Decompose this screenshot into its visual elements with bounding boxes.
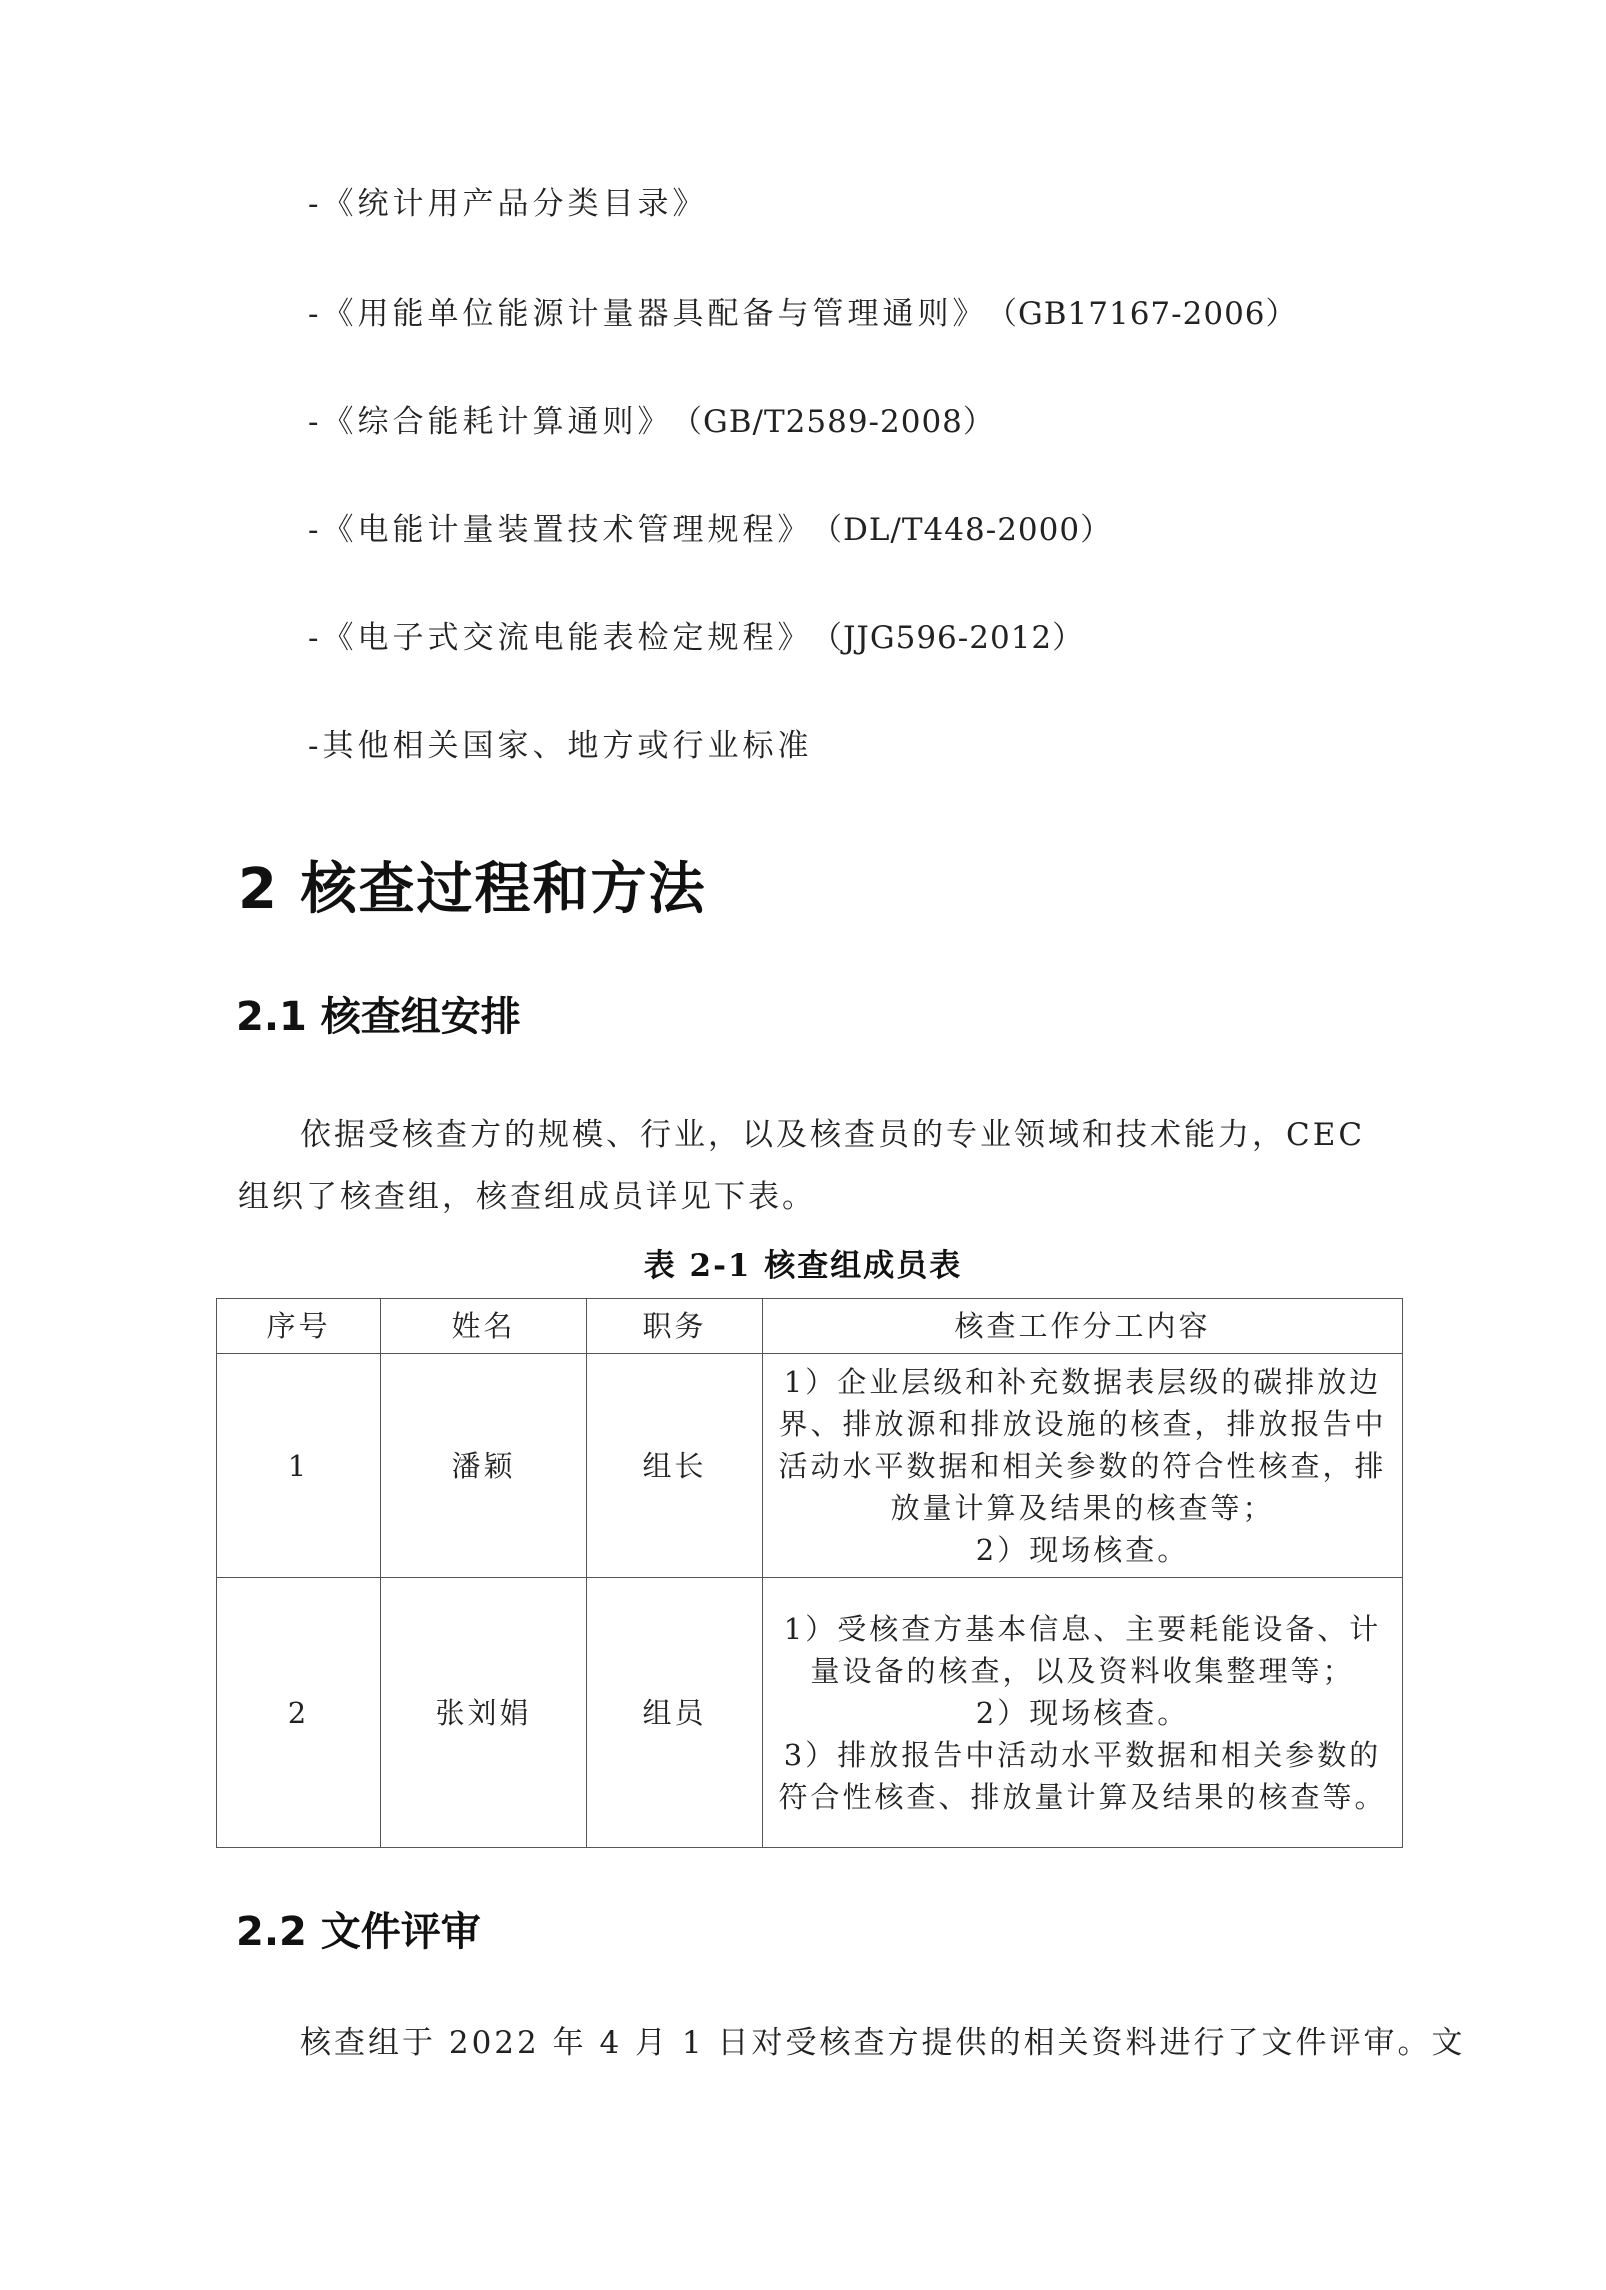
header-cell: 职务 <box>587 1299 763 1354</box>
reference-item <box>308 720 812 765</box>
reference-item <box>308 504 1112 549</box>
row-number: 1 <box>217 1354 381 1578</box>
duty-line: 2）现场核查。 <box>975 1695 1190 1730</box>
reference-title: -其他相关国家、地方或行业标准 <box>308 728 813 764</box>
table-caption: 表 2-1 核查组成员表 <box>643 1248 963 1284</box>
subsection-heading: 2.2 文件评审 <box>236 1909 481 1955</box>
reference-item <box>308 396 995 441</box>
table-header-row <box>217 1299 1403 1354</box>
reference-title: -《统计用产品分类目录》 <box>308 186 708 222</box>
body-paragraph: 依据受核查方的规模、行业，以及核查员的专业领域和技术能力，CEC 组织了核查组，核查组成员详见下表。 <box>238 1117 1366 1215</box>
reference-code: （GB17167-2006） <box>1001 296 1298 332</box>
reference-title: -《用能单位能源计量器具配备与管理通则》 <box>308 296 988 332</box>
body-paragraph: 核查组于 2022 年 4 月 1 日对受核查方提供的相关资料进行了文件评审。文 <box>300 2025 1466 2061</box>
reference-code: （GB/T2589-2008） <box>686 404 995 440</box>
reference-code: （JJG596-2012） <box>826 620 1085 656</box>
reference-item <box>308 612 1084 657</box>
table-row <box>217 1578 1403 1848</box>
duty-line: 2）现场核查。 <box>975 1532 1190 1567</box>
members-table <box>216 1298 1403 1848</box>
member-role: 组长 <box>587 1354 763 1578</box>
duty-line: 3）排放报告中活动水平数据和相关参数的符合性核查、排放量计算及结果的核查等。 <box>778 1737 1387 1814</box>
duty-cell <box>763 1354 1403 1578</box>
reference-item <box>308 288 1298 333</box>
header-cell: 序号 <box>217 1299 381 1354</box>
table-row <box>217 1354 1403 1578</box>
duty-line: 1）受核查方基本信息、主要耗能设备、计量设备的核查，以及资料收集整理等； <box>783 1611 1382 1688</box>
reference-title: -《电子式交流电能表检定规程》 <box>308 620 813 656</box>
header-cell: 核查工作分工内容 <box>763 1299 1403 1354</box>
reference-title: -《综合能耗计算通则》 <box>308 404 673 440</box>
subsection-heading: 2.1 核查组安排 <box>236 994 521 1040</box>
duty-line: 1）企业层级和补充数据表层级的碳排放边界、排放源和排放设施的核查，排放报告中活动水平数据和相关参数的符合性核查，排放量计算及结果的核查等； <box>778 1364 1387 1525</box>
member-role: 组员 <box>587 1578 763 1848</box>
reference-code: （DL/T448-2000） <box>826 512 1113 548</box>
reference-item <box>308 178 707 223</box>
member-name: 潘颖 <box>381 1354 587 1578</box>
reference-title: -《电能计量装置技术管理规程》 <box>308 512 813 548</box>
member-name: 张刘娟 <box>381 1578 587 1848</box>
row-number: 2 <box>217 1578 381 1848</box>
duty-cell <box>763 1578 1403 1848</box>
header-cell: 姓名 <box>381 1299 587 1354</box>
section-heading: 2 核查过程和方法 <box>238 857 707 922</box>
